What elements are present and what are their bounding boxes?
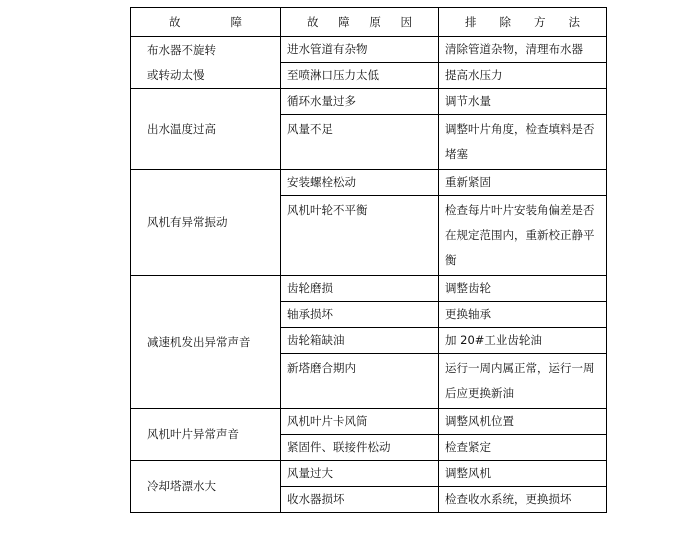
fix-cell: 运行一周内属正常，运行一周后应更换新油 bbox=[439, 354, 607, 409]
table-row bbox=[131, 276, 607, 302]
cause-cell: 至喷淋口压力太低 bbox=[281, 63, 439, 89]
fix-cell: 加 20#工业齿轮油 bbox=[439, 328, 607, 354]
fix-cell: 调整叶片角度，检查填料是否堵塞 bbox=[439, 115, 607, 170]
cause-cell: 齿轮箱缺油 bbox=[281, 328, 439, 354]
header-row bbox=[131, 8, 607, 37]
cause-cell: 轴承损坏 bbox=[281, 302, 439, 328]
fix-cell: 调节水量 bbox=[439, 89, 607, 115]
fault-cell bbox=[131, 37, 281, 89]
header-fix-char: 方 bbox=[534, 14, 546, 29]
fix-cell: 提高水压力 bbox=[439, 63, 607, 89]
header-fix-char: 除 bbox=[499, 14, 511, 29]
cause-cell: 风机叶片卡风筒 bbox=[281, 409, 439, 435]
cause-cell: 进水管道有杂物 bbox=[281, 37, 439, 63]
fault-table bbox=[130, 7, 607, 513]
fault-cell: 出水温度过高 bbox=[131, 89, 281, 170]
header-fault-char: 障 bbox=[230, 14, 242, 29]
header-fault bbox=[131, 8, 281, 37]
fix-cell: 调整齿轮 bbox=[439, 276, 607, 302]
fix-cell: 调整风机位置 bbox=[439, 409, 607, 435]
header-cause-char: 原 bbox=[369, 14, 381, 29]
cause-cell: 循环水量过多 bbox=[281, 89, 439, 115]
fix-cell: 更换轴承 bbox=[439, 302, 607, 328]
header-cause-char: 因 bbox=[400, 14, 412, 29]
cause-cell: 紧固件、联接件松动 bbox=[281, 435, 439, 461]
cause-cell: 风量不足 bbox=[281, 115, 439, 170]
fault-cell: 风机叶片异常声音 bbox=[131, 409, 281, 461]
table-row bbox=[131, 409, 607, 435]
fix-cell: 重新紧固 bbox=[439, 170, 607, 196]
cause-cell: 新塔磨合期内 bbox=[281, 354, 439, 409]
fix-cell: 清除管道杂物，清理布水器 bbox=[439, 37, 607, 63]
table-row bbox=[131, 461, 607, 487]
fix-cell: 检查每片叶片安装角偏差是否在规定范围内，重新校正静平衡 bbox=[439, 196, 607, 276]
fix-cell: 调整风机 bbox=[439, 461, 607, 487]
header-fix-char: 法 bbox=[568, 14, 580, 29]
header-cause-char: 故 bbox=[307, 14, 319, 29]
header-fault-char: 故 bbox=[169, 14, 181, 29]
fault-cell: 冷却塔漂水大 bbox=[131, 461, 281, 513]
cause-cell: 安装螺栓松动 bbox=[281, 170, 439, 196]
table-row bbox=[131, 89, 607, 115]
cause-cell: 收水器损坏 bbox=[281, 487, 439, 513]
fault-line: 或转动太慢 bbox=[147, 67, 205, 82]
table-row bbox=[131, 37, 607, 63]
table-row bbox=[131, 170, 607, 196]
cause-cell: 风量过大 bbox=[281, 461, 439, 487]
fix-cell: 检查收水系统，更换损坏 bbox=[439, 487, 607, 513]
fault-cell: 风机有异常振动 bbox=[131, 170, 281, 276]
cause-cell: 风机叶轮不平衡 bbox=[281, 196, 439, 276]
fault-line: 布水器不旋转 bbox=[147, 42, 216, 57]
cause-cell: 齿轮磨损 bbox=[281, 276, 439, 302]
header-fix-char: 排 bbox=[465, 14, 477, 29]
fix-cell: 检查紧定 bbox=[439, 435, 607, 461]
header-fix bbox=[439, 8, 607, 37]
fault-cell: 减速机发出异常声音 bbox=[131, 276, 281, 409]
header-cause bbox=[281, 8, 439, 37]
header-cause-char: 障 bbox=[338, 14, 350, 29]
